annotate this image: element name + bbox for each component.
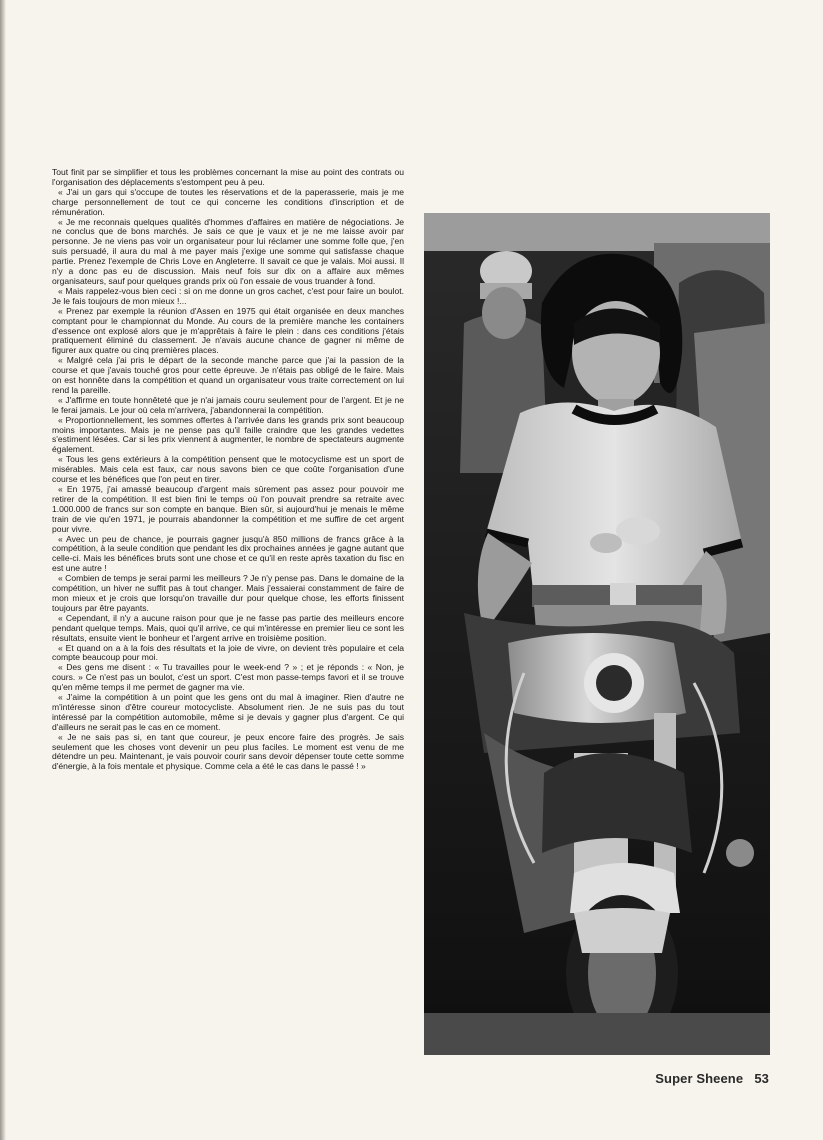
article-paragraph: « En 1975, j'ai amassé beaucoup d'argent mais sûrement pas assez pour pouvoir me retirer de la compétition. Il est bien fini le temps où l'on pouvait prendre sa retraite avec 1.000.000 de francs sur son compte en banque. Bien sûr, si aujourd'hui je menais le même train de vie qu'en 1971, je pourrais abandonner la compétition et me suffire de cet argent pour vivre. <box>52 484 404 534</box>
article-paragraph: « Mais rappelez-vous bien ceci : si on me donne un gros cachet, c'est pour faire un boulot. Je le fais toujours de mon mieux !... <box>52 285 404 306</box>
article-paragraph: « Prenez par exemple la réunion d'Assen en 1975 qui était organisée en deux manches comptant pour le championnat du Monde. Au cours de la première manche les containers d'essence ont explosé alors que je m'apprêtais à faire le plein : dans ces conditions j'étais pratiquement éliminé du classement. Je n'avais aucune chance de gagner ni même de figurer aux quatre ou cinq premières places. <box>52 305 404 356</box>
page-binding-edge <box>0 0 6 1140</box>
article-paragraph: « Cependant, il n'y a aucune raison pour que je ne fasse pas partie des meilleurs encore pendant quelque temps. Mais, quoi qu'il arrive, ce qui m'intéresse en premier lieu ce sont les résultats, ensuite vient le bonheur et l'argent arrive en troisième position. <box>52 612 404 643</box>
running-title: Super Sheene <box>655 1071 744 1086</box>
article-paragraph: « Tous les gens extérieurs à la compétition pensent que le motocyclisme est un sport de misérables. Mais cela est faux, car nous savons bien ce que coûte l'organisation d'une course et les bénéfices que l'on peut en tirer. <box>52 454 404 485</box>
article-paragraph: « Des gens me disent : « Tu travailles pour le week-end ? » ; et je réponds : « Non, je cours. » Ce n'est pas un boulot, c'est un sport. C'est mon passe-temps favori et il se trouve qu'en même temps il me permet de gagner ma vie. <box>52 662 404 693</box>
article-paragraph: « Avec un peu de chance, je pourrais gagner jusqu'à 850 millions de francs grâce à la compétition, à la seule condition que pendant les dix prochaines années je gagne autant que celle-ci. Mais les bénéfices bruts sont une chose et ce qu'il en reste après taxation du fisc en est une autre ! <box>52 533 404 574</box>
rider-with-motorcycle-photo <box>424 213 770 1055</box>
page-number: 53 <box>754 1071 769 1086</box>
photo-illustration <box>424 213 770 1055</box>
article-paragraph: « J'ai un gars qui s'occupe de toutes les réservations et de la paperasserie, mais je me charge personnellement de tout ce qui concerne les conditions d'inscription et de rémunération. <box>52 186 404 217</box>
article-paragraph: « Combien de temps je serai parmi les meilleurs ? Je n'y pense pas. Dans le domaine de la compétition, un hiver ne suffit pas à tout changer. Mais j'essaierai constamment de faire de mon mieux et je crois que lorsqu'on travaille dur pour quelque chose, les efforts finissent toujours par être payants. <box>52 573 404 613</box>
article-body <box>52 168 404 772</box>
article-paragraph: « Je me reconnais quelques qualités d'hommes d'affaires en matière de négociations. Je ne conclus que de bons marchés. Je sais ce que je vaux et je ne me laisse avoir par personne. Je ne viens pas voir un organisateur pour lui réclamer une somme folle que, j'en suis persuadé, il aura du mal à me payer mais j'exige une somme qui satisfasse chaque partie. Prenez l'exemple de Chris Love en Angleterre. Il savait ce que je valais. Moi aussi. Il n'y a donc pas eu de discussion. Mais neuf fois sur dix on a affaire aux mêmes organisateurs, sauf pour quelques grands prix où l'on essaie de vous truander à fond. <box>52 216 404 286</box>
article-paragraph: « Proportionnellement, les sommes offertes à l'arrivée dans les grands prix sont beaucoup moins importantes. Mais je ne pense pas qu'il faille craindre que les grandes vedettes s'estiment lésées. Car si les prix viennent à augmenter, le nombre de spectateurs augmente également. <box>52 414 404 455</box>
article-paragraph: « Je ne sais pas si, en tant que coureur, je peux encore faire des progrès. Je sais seulement que les choses vont devenir un peu plus faciles. Le moment est venu de me détendre un peu. Maintenant, je vais pouvoir courir sans devoir dépenser toute cette somme d'énergie, à la fois mentale et physique. Comme cela a été le cas dans le passé ! » <box>52 731 404 772</box>
article-paragraph: Tout finit par se simplifier et tous les problèmes concernant la mise au point des contrats ou l'organisation des déplacements s'estompent peu à peu. <box>52 167 404 187</box>
article-paragraph: « J'aime la compétition à un point que les gens ont du mal à imaginer. Rien d'autre ne m'intéresse sinon d'être coureur motocycliste. Absolument rien. Je ne suis pas du tout intéressé par la compétition automobile, même si je devais y gagner plus d'argent. Ce qui d'ailleurs ne serait pas le cas en ce moment. <box>52 692 404 732</box>
article-paragraph: « Malgré cela j'ai pris le départ de la seconde manche parce que j'ai la passion de la course et que j'avais touché gros pour cette épreuve. Je n'étais pas obligé de le faire. Mais on est honnête dans la compétition et quand un organisateur vous traite correctement on lui rend la pareille. <box>52 355 404 395</box>
page-footer <box>655 1071 769 1086</box>
article-paragraph: « J'affirme en toute honnêteté que je n'ai jamais couru seulement pour de l'argent. Et je ne le ferai jamais. Le jour où cela m'arrivera, j'abandonnerai la compétition. <box>52 394 404 415</box>
article-paragraph: « Et quand on a à la fois des résultats et la joie de vivre, on devient très populaire et cela compte beaucoup pour moi. <box>52 642 404 663</box>
